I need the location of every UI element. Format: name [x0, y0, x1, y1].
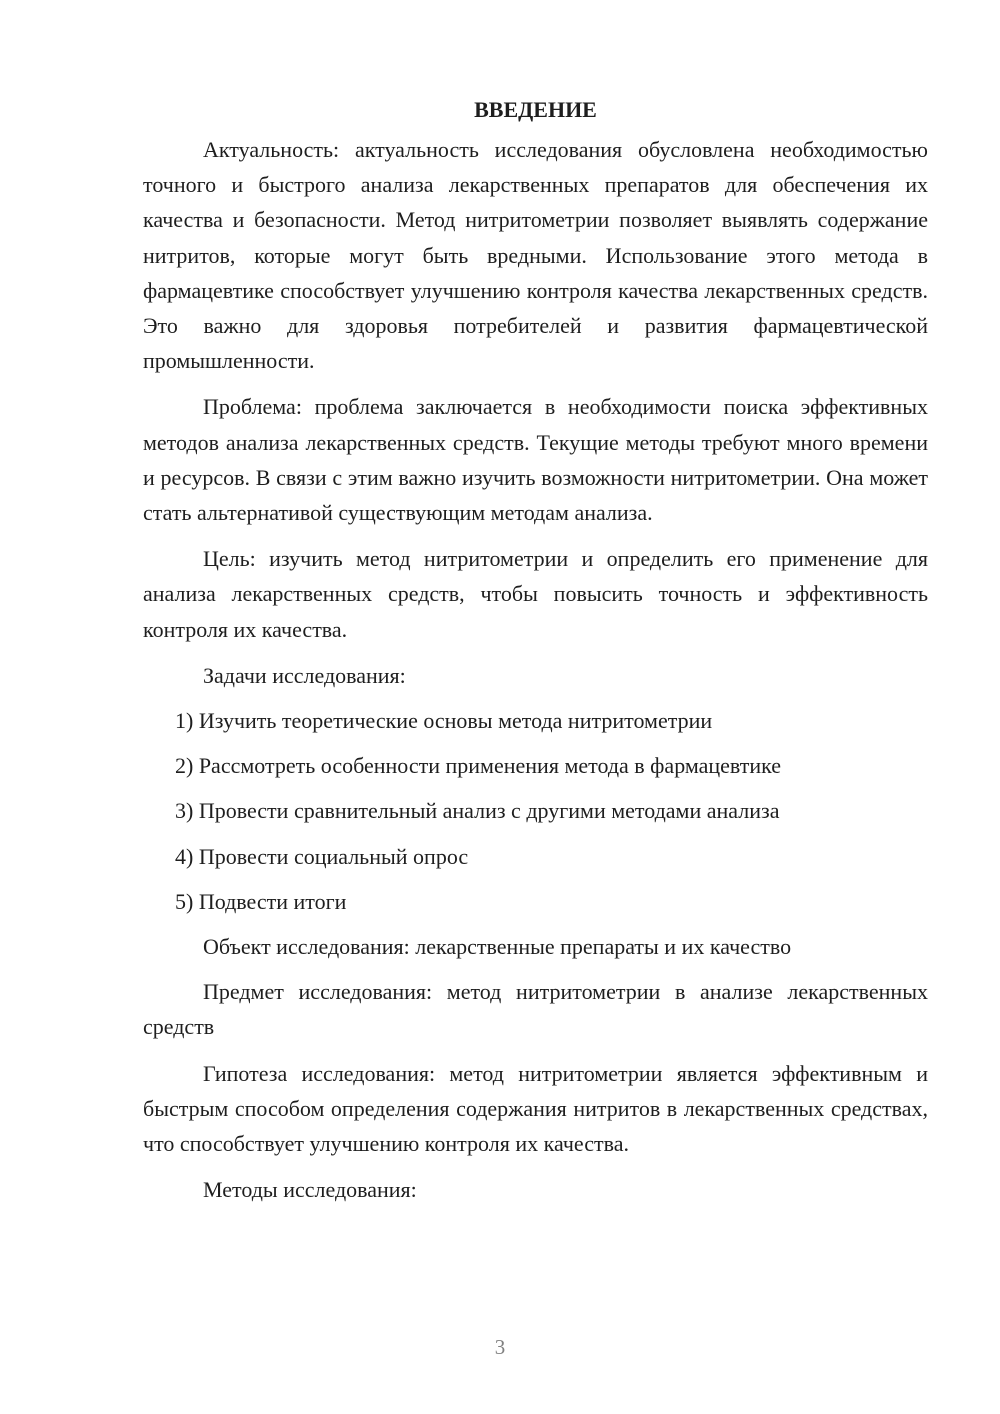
- task-item-2: 2) Рассмотреть особенности применения метода в фармацевтике: [175, 753, 782, 779]
- section-heading: ВВЕДЕНИЕ: [474, 97, 597, 122]
- tasks-heading: Задачи исследования:: [203, 662, 406, 688]
- methods-heading: Методы исследования:: [203, 1177, 417, 1203]
- document-page: [143, 92, 928, 1217]
- goal-paragraph: Цель: изучить метод нитритометрии и определить его применение для анализа лекарственных средств, чтобы повысить точность и эффективность контроля их качества.: [143, 546, 928, 642]
- object-line: Объект исследования: лекарственные препараты и их качество: [203, 934, 792, 960]
- subject-paragraph: Предмет исследования: метод нитритометрии в анализе лекарственных средств: [143, 979, 928, 1040]
- problem-paragraph: Проблема: проблема заключается в необходимости поиска эффективных методов анализа лекарственных средств. Текущие методы требуют много времени и ресурсов. В связи с этим важно изучить возможности нитритометрии. Она может стать альтернативой существующим методам анализа.: [143, 394, 928, 526]
- page-number: 3: [494, 1335, 506, 1359]
- task-item-5: 5) Подвести итоги: [175, 888, 347, 914]
- task-item-4: 4) Провести социальный опрос: [175, 843, 469, 869]
- relevance-paragraph: Актуальность: актуальность исследования обусловлена необходимостью точного и быстрого анализа лекарственных препаратов для обеспечения их качества и безопасности. Метод нитритометрии позволяет выявлять содержание нитритов, которые могут быть вредными. Использование этого метода в фармацевтике способствует улучшению контроля качества лекарственных средств. Это важно для здоровья потребителей и развития фармацевтической промышленности.: [143, 137, 928, 374]
- hypothesis-paragraph: Гипотеза исследования: метод нитритометрии является эффективным и быстрым способом определения содержания нитритов в лекарственных средствах, что способствует улучшению контроля их качества.: [143, 1060, 928, 1157]
- task-item-3: 3) Провести сравнительный анализ с другими методами анализа: [175, 798, 780, 824]
- task-item-1: 1) Изучить теоретические основы метода нитритометрии: [175, 708, 713, 734]
